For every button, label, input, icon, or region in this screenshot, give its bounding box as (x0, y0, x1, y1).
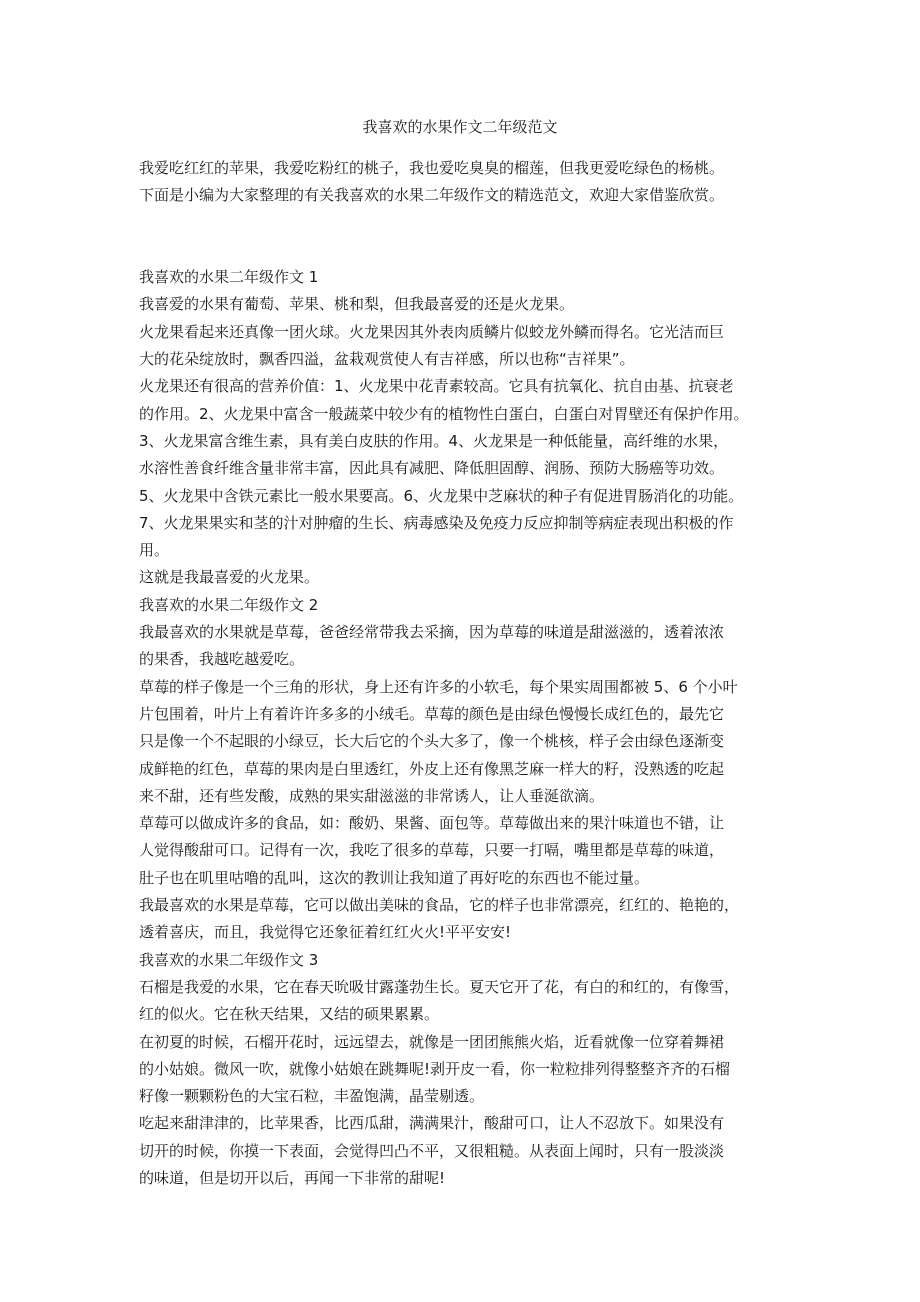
essay-3-heading: 我喜欢的水果二年级作文 3 (139, 950, 319, 969)
essay-3-line: 的味道，但是切开以后，再闻一下非常的甜呢! (139, 1168, 446, 1187)
essay-1-line: 水溶性善食纤维含量非常丰富，因此具有减肥、降低胆固醇、润肠、预防大肠癌等功效。 (139, 459, 725, 478)
essay-3-line: 吃起来甜津津的，比苹果香，比西瓜甜，满满果汁，酸甜可口，让人不忍放下。如果没有 (139, 1114, 725, 1133)
essay-2-line: 片包围着，叶片上有着许许多多的小绒毛。草莓的颜色是由绿色慢慢长成红色的，最先它 (139, 704, 725, 723)
essay-3-line: 在初夏的时候，石榴开花时，远远望去，就像是一团团熊熊火焰，近看就像一位穿着舞裙 (139, 1032, 725, 1051)
essay-3-line: 石榴是我爱的水果，它在春天吮吸甘露蓬勃生长。夏天它开了花，有白的和红的，有像雪， (139, 977, 740, 996)
essay-3-line: 籽像一颗颗粉色的大宝石粒，丰盈饱满，晶莹剔透。 (139, 1087, 485, 1106)
intro-line: 我爱吃红红的苹果，我爱吃粉红的桃子，我也爱吃臭臭的榴莲，但我更爱吃绿色的杨桃。 (139, 159, 725, 177)
essay-2-line: 来不甜，还有些发酸，成熟的果实甜滋滋的非常诱人，让人垂涎欲滴。 (139, 786, 605, 805)
paragraph-gap (139, 237, 799, 264)
essay-1-line: 7、火龙果果实和茎的汁对肿瘤的生长、病毒感染及免疫力反应抑制等病症表现出积极的作 (139, 513, 734, 532)
essay-1-line: 这就是我最喜爱的火龙果。 (139, 568, 320, 587)
essay-2-line: 肚子也在叽里咕噜的乱叫，这次的教训让我知道了再好吃的东西也不能过量。 (139, 868, 650, 887)
essay-1-line: 我喜爱的水果有葡萄、苹果、桃和梨，但我最喜爱的还是火龙果。 (139, 295, 575, 314)
intro-line: 下面是小编为大家整理的有关我喜欢的水果二年级作文的精选范文，欢迎大家借鉴欣赏。 (139, 186, 725, 205)
document-body (139, 155, 799, 1192)
essay-1-line: 的作用。2、火龙果中富含一般蔬菜中较少有的植物性白蛋白，白蛋白对胃壁还有保护作用。 (139, 404, 749, 423)
essay-1-line: 用。 (139, 541, 170, 560)
essay-3-line: 的小姑娘。微风一吹，就像小姑娘在跳舞呢!剥开皮一看，你一粒粒排列得整整齐齐的石榴 (139, 1059, 731, 1078)
essay-1-line: 5、火龙果中含铁元素比一般水果要高。6、火龙果中芝麻状的种子有促进胃肠消化的功能。 (139, 486, 744, 505)
essay-1-line: 火龙果看起来还真像一团火球。火龙果因其外表肉质鳞片似蛟龙外鳞而得名。它光洁而巨 (139, 322, 725, 341)
essay-2-line: 草莓可以做成许多的食品，如：酸奶、果酱、面包等。草莓做出来的果汁味道也不错，让 (139, 814, 725, 833)
essay-2-line: 我最喜欢的水果就是草莓，爸爸经常带我去采摘，因为草莓的味道是甜滋滋的，透着浓浓 (139, 623, 725, 642)
document-title: 我喜欢的水果作文二年级范文 (362, 118, 558, 136)
essay-2-line: 只是像一个不起眼的小绿豆，长大后它的个头大多了，像一个桃核，样子会由绿色逐渐变 (139, 732, 725, 751)
essay-1-line: 3、火龙果富含维生素，具有美白皮肤的作用。4、火龙果是一种低能量，高纤维的水果， (139, 431, 729, 450)
essay-1-heading: 我喜欢的水果二年级作文 1 (139, 268, 319, 287)
essay-1-line: 火龙果还有很高的营养价值：1、火龙果中花青素较高。它具有抗氧化、抗自由基、抗衰老 (139, 377, 734, 396)
essay-2-line: 我最喜欢的水果是草莓，它可以做出美味的食品，它的样子也非常漂亮，红红的、艳艳的， (139, 896, 740, 915)
essay-3-line: 红的似火。它在秋天结果，又结的硕果累累。 (139, 1005, 440, 1024)
essay-2-heading: 我喜欢的水果二年级作文 2 (139, 595, 319, 614)
paragraph-gap (139, 210, 799, 237)
essay-2-line: 的果香，我越吃越爱吃。 (139, 650, 305, 669)
essay-2-line: 透着喜庆，而且，我觉得它还象征着红红火火!平平安安! (139, 923, 512, 942)
essay-2-line: 成鲜艳的红色，草莓的果肉是白里透红，外皮上还有像黑芝麻一样大的籽，没熟透的吃起 (139, 759, 725, 778)
essay-2-line: 人觉得酸甜可口。记得有一次，我吃了很多的草莓，只要一打嗝，嘴里都是草莓的味道， (139, 841, 725, 860)
essay-1-line: 大的花朵绽放时，飘香四溢，盆栽观赏使人有吉祥感，所以也称“吉祥果”。 (139, 350, 635, 369)
essay-2-line: 草莓的样子像是一个三角的形状，身上还有许多的小软毛，每个果实周围都被 5、6 个小叶 (139, 677, 738, 696)
essay-3-line: 切开的时候，你摸一下表面，会觉得凹凸不平，又很粗糙。从表面上闻时，只有一股淡淡 (139, 1141, 725, 1160)
